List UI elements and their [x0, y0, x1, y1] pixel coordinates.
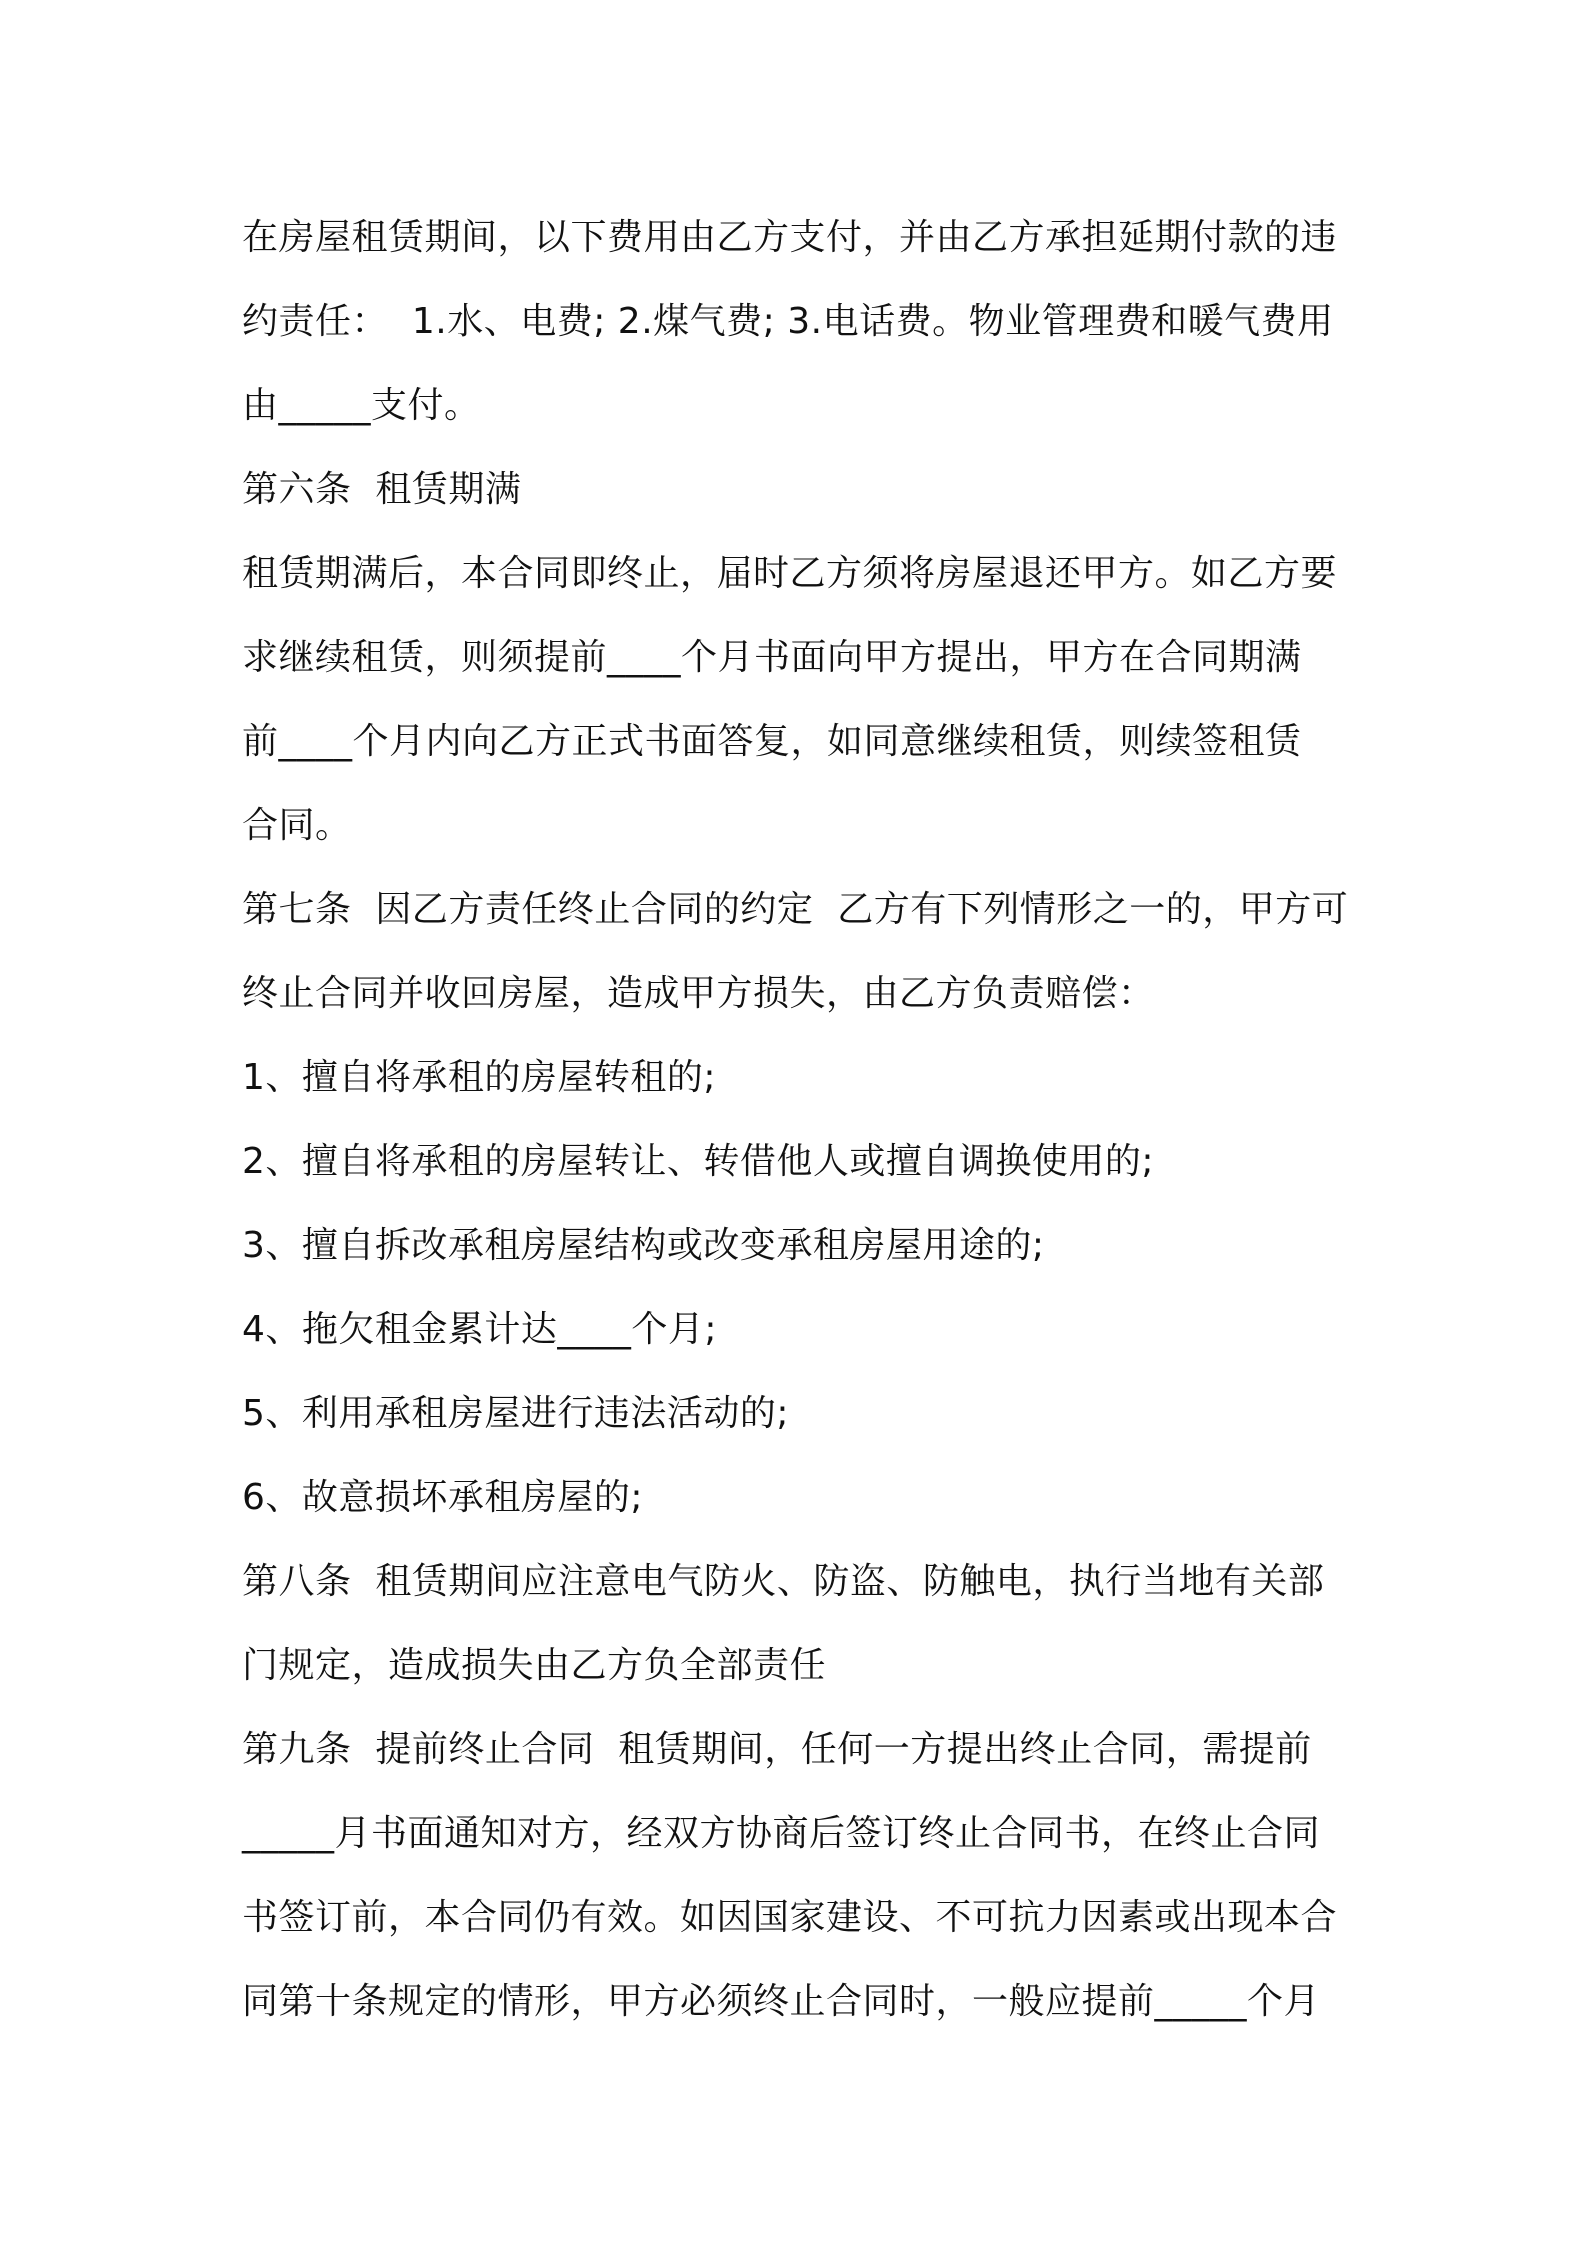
section-heading-8: 第八条 租赁期间应注意电气防火、防盗、防触电，执行当地有关部 [242, 1561, 1325, 1602]
paragraph-line: _____月书面通知对方，经双方协商后签订终止合同书，在终止合同 [242, 1813, 1321, 1854]
list-item: 1、擅自将承租的房屋转租的; [242, 1057, 717, 1098]
list-item: 4、拖欠租金累计达____个月; [242, 1309, 718, 1350]
paragraph-line: 同第十条规定的情形，甲方必须终止合同时，一般应提前_____个月 [242, 1981, 1321, 2022]
section-heading-9: 第九条 提前终止合同 租赁期间，任何一方提出终止合同，需提前 [242, 1729, 1312, 1770]
paragraph-line: 书签订前，本合同仍有效。如因国家建设、不可抗力因素或出现本合 [242, 1897, 1338, 1938]
list-item: 3、擅自拆改承租房屋结构或改变承租房屋用途的; [242, 1225, 1045, 1266]
paragraph-line: 租赁期满后，本合同即终止，届时乙方须将房屋退还甲方。如乙方要 [242, 553, 1338, 594]
section-heading-7: 第七条 因乙方责任终止合同的约定 乙方有下列情形之一的，甲方可 [242, 889, 1349, 930]
paragraph-line: 在房屋租赁期间，以下费用由乙方支付，并由乙方承担延期付款的违 [242, 217, 1338, 258]
section-heading-6: 第六条 租赁期满 [242, 469, 522, 510]
list-item: 5、利用承租房屋进行违法活动的; [242, 1393, 790, 1434]
paragraph-line: 前____个月内向乙方正式书面答复，如同意继续租赁，则续签租赁 [242, 721, 1302, 762]
paragraph-line: 终止合同并收回房屋，造成甲方损失，由乙方负责赔偿： [242, 973, 1155, 1014]
list-item: 6、故意损坏承租房屋的; [242, 1477, 644, 1518]
list-item: 2、擅自将承租的房屋转让、转借他人或擅自调换使用的; [242, 1141, 1155, 1182]
paragraph-line: 由_____支付。 [242, 385, 481, 426]
paragraph-line: 合同。 [242, 805, 352, 846]
paragraph-line: 求继续租赁，则须提前____个月书面向甲方提出，甲方在合同期满 [242, 637, 1302, 678]
document-body [242, 196, 1362, 2044]
paragraph-line: 约责任： 1.水、电费; 2.煤气费; 3.电话费。物业管理费和暖气费用 [242, 301, 1334, 342]
paragraph-line: 门规定，造成损失由乙方负全部责任 [242, 1645, 827, 1686]
